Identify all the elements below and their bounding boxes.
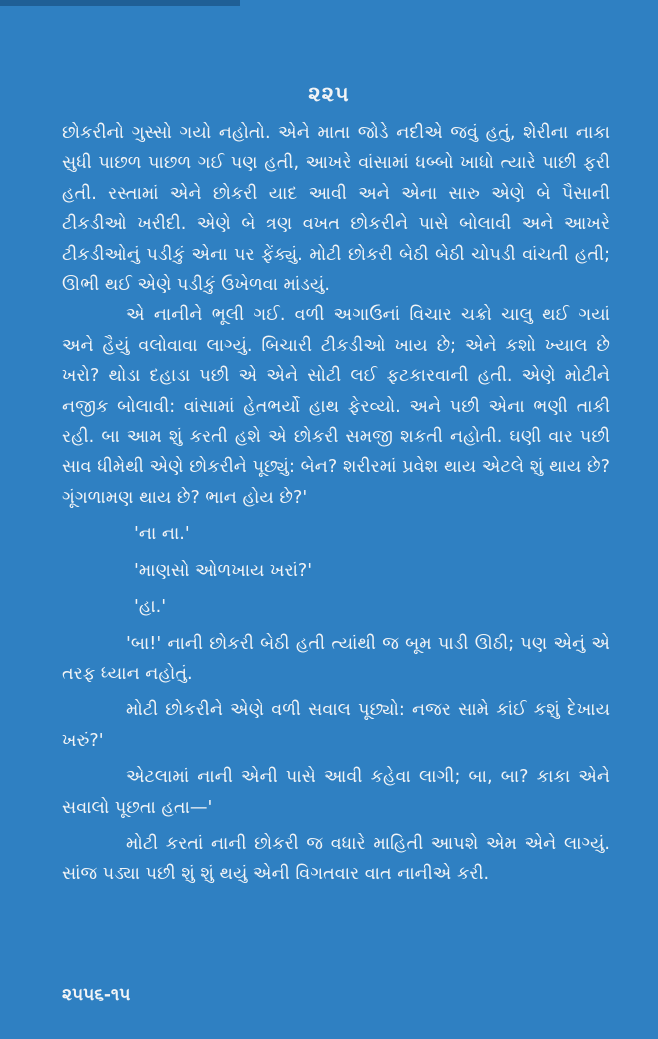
dialogue-line-1: 'ના ના.' bbox=[134, 524, 190, 545]
dialogue-line-3: 'હા.' bbox=[134, 597, 167, 618]
page-edge-shadow bbox=[0, 0, 240, 6]
paragraph-5: એટલામાં નાની એની પાસે આવી કહેવા લાગી; બા, બા? કાકા એને સવાલો પૂછતા હતા—' bbox=[62, 767, 610, 818]
paragraph-4: મોટી છોકરીને એણે વળી સવાલ પૂછ્યો: નજર સામે કાંઈ કશું દેખાય ખરું?' bbox=[62, 700, 610, 751]
signature-mark: ૨૫૫૬-૧૫ bbox=[62, 985, 131, 1005]
paragraph-1: છોકરીનો ગુસ્સો ગયો નહોતો. એને માતા જોડે નદીએ જવું હતું, શેરીના નાકા સુધી પાછળ પાછળ ગઈ પણ હતી, આખરે વાંસામાં ધબ્બો ખાધો ત્યારે પાછી ફરી હતી. રસ્તામાં એને છોકરી યાદ આવી અને એના સારુ એણે બે પૈસાની ટીકડીઓ ખરીદી. એણે બે ત્રણ વખત છોકરીને પાસે બોલાવી અને આખરે ટીકડીઓનું પડીકું એના પર ફેંક્યું. મોટી છોકરી બેઠી બેઠી ચોપડી વાંચતી હતી; ઊભી થઈ એણે પડીકું ઉખેળવા માંડયું. bbox=[62, 123, 610, 296]
page-body bbox=[62, 118, 610, 890]
paragraph-6: મોટી કરતાં નાની છોકરી જ વધારે માહિતી આપશે એમ એને લાગ્યું. સાંજ પડ્યા પછી શું શું થયું એની વિગતવાર વાત નાનીએ કરી. bbox=[62, 833, 610, 885]
paragraph-3: 'બા!' નાની છોકરી બેઠી હતી ત્યાંથી જ બૂમ પાડી ઊઠી; પણ એનું એ તરફ ધ્યાન નહોતું. bbox=[62, 633, 610, 684]
dialogue-line-2: 'માણસો ઓળખાય ખરાં?' bbox=[134, 560, 313, 581]
paragraph-2: એ નાનીને ભૂલી ગઈ. વળી અગાઉનાં વિચાર ચક્રો ચાલુ થઈ ગયાં અને હૈયું વલોવાવા લાગ્યું. બિચારી ટીકડીઓ ખાય છે; એને કશો ખ્યાલ છે ખરો? થોડા દહાડા પછી એ એને સોટી લઈ ફટકારવાની હતી. એણે મોટીને નજીક બોલાવી: વાંસામાં હેતભર્યો હાથ ફેરવ્યો. અને પછી એના ભણી તાકી રહી. બા આમ શું કરતી હશે એ છોકરી સમજી શકતી નહોતી. ઘણી વાર પછી સાવ ધીમેથી એણે છોકરીને પૂછ્યું: બેન? શરીરમાં પ્રવેશ થાય એટલે શું થાય છે? ગૂંગળામણ થાય છે? ભાન હોય છે?' bbox=[62, 305, 610, 508]
page-number: ૨૨૫ bbox=[308, 82, 350, 106]
